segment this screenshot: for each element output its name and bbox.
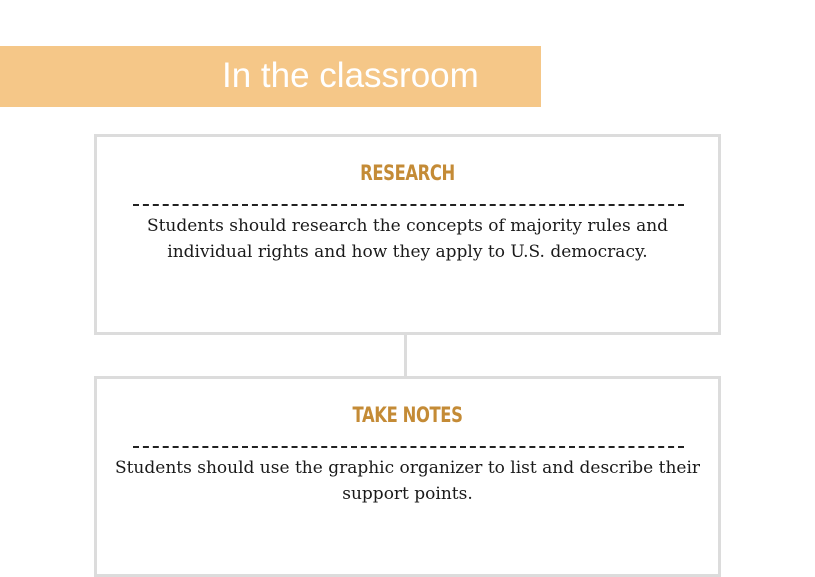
dashed-divider <box>133 446 684 448</box>
step-heading: TAKE NOTES <box>352 403 463 427</box>
step-heading: RESEARCH <box>360 161 455 185</box>
step-description: Students should use the graphic organizer to list and describe their support points. <box>114 458 701 504</box>
step-card-take-notes <box>94 376 721 577</box>
header-banner <box>0 46 541 107</box>
connector-line <box>404 334 407 376</box>
dashed-divider <box>133 204 684 206</box>
step-card-research <box>94 134 721 335</box>
page-title: In the classroom <box>222 56 479 95</box>
step-description: Students should research the concepts of majority rules and individual rights and how they apply to U.S. democracy. <box>146 216 669 262</box>
